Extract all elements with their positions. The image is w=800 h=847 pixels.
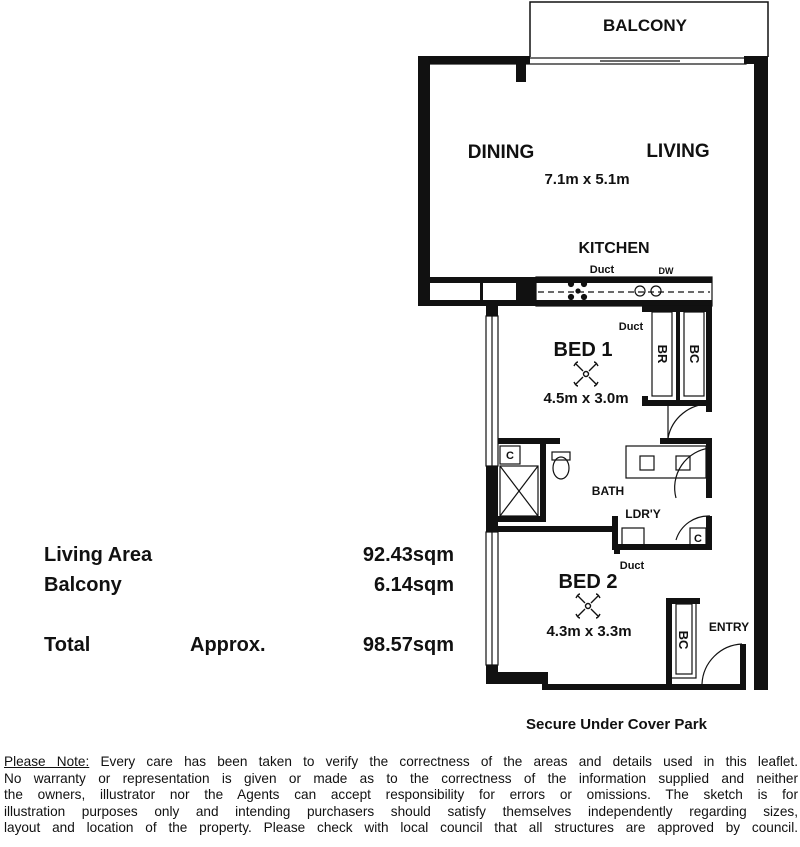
- area-row-living: [44, 544, 454, 574]
- balcony-label: BALCONY: [602, 16, 688, 35]
- bed1-closet-label: BC: [687, 344, 702, 364]
- ceiling-fan-bed1-icon: [574, 362, 598, 386]
- bath-label: BATH: [591, 484, 625, 498]
- bath-cupboard-label: C: [506, 450, 514, 462]
- area-name: Total: [44, 634, 91, 656]
- dining-living-size: 7.1m x 5.1m: [544, 171, 630, 188]
- entry-label: ENTRY: [708, 620, 750, 634]
- area-qualifier: Approx.: [190, 634, 266, 656]
- parking-caption: Secure Under Cover Park: [526, 716, 707, 733]
- disclaimer-line-1: [4, 754, 798, 771]
- bed1-size: 4.5m x 3.0m: [543, 390, 629, 407]
- bed2-size: 4.3m x 3.3m: [546, 623, 632, 640]
- area-value: 6.14sqm: [373, 574, 454, 596]
- bed2-closet-label: BC: [676, 630, 691, 650]
- dining-label: DINING: [467, 142, 535, 163]
- dishwasher-label: DW: [658, 266, 674, 276]
- laundry-label: LDR'Y: [625, 507, 661, 521]
- area-value: 92.43sqm: [362, 544, 454, 566]
- area-name: Living Area: [44, 544, 153, 566]
- bed2-label: BED 2: [558, 571, 618, 593]
- kitchen-label: KITCHEN: [578, 240, 650, 257]
- disclaimer-line-2: No warranty or representation is given or made as to the correctness of the information supplied and neither: [4, 770, 798, 786]
- bed1-duct-label: Duct: [618, 321, 644, 333]
- bed1-label: BED 1: [553, 339, 613, 361]
- area-value: 98.57sqm: [362, 634, 454, 656]
- bed2-duct-label: Duct: [619, 560, 645, 572]
- disclaimer-line-5: layout and location of the property. Please check with local council that all structures are approved by council.: [4, 820, 798, 835]
- area-summary: [44, 544, 454, 664]
- living-label: LIVING: [646, 141, 710, 162]
- kitchen-duct-label: Duct: [589, 264, 615, 276]
- area-row-balcony: [44, 574, 454, 604]
- disclaimer-line-4: illustration purposes only and intending purchasers should satisfy themselves independently regarding sizes,: [4, 803, 798, 819]
- area-row-total: [44, 634, 454, 664]
- ceiling-fan-bed2-icon: [576, 594, 600, 618]
- disclaimer: [4, 754, 798, 837]
- laundry-cupboard-label: C: [694, 533, 702, 545]
- disclaimer-line-3: the owners, illustrator nor the Agents can accept responsibility for errors or omissions. The sketch is for: [4, 787, 798, 802]
- bed1-robe-label: BR: [655, 344, 670, 364]
- disclaimer-heading: Please Note:: [4, 754, 90, 769]
- disclaimer-text: Every care has been taken to verify the correctness of the areas and details used in this leaflet.: [89, 754, 798, 769]
- area-name: Balcony: [44, 574, 122, 596]
